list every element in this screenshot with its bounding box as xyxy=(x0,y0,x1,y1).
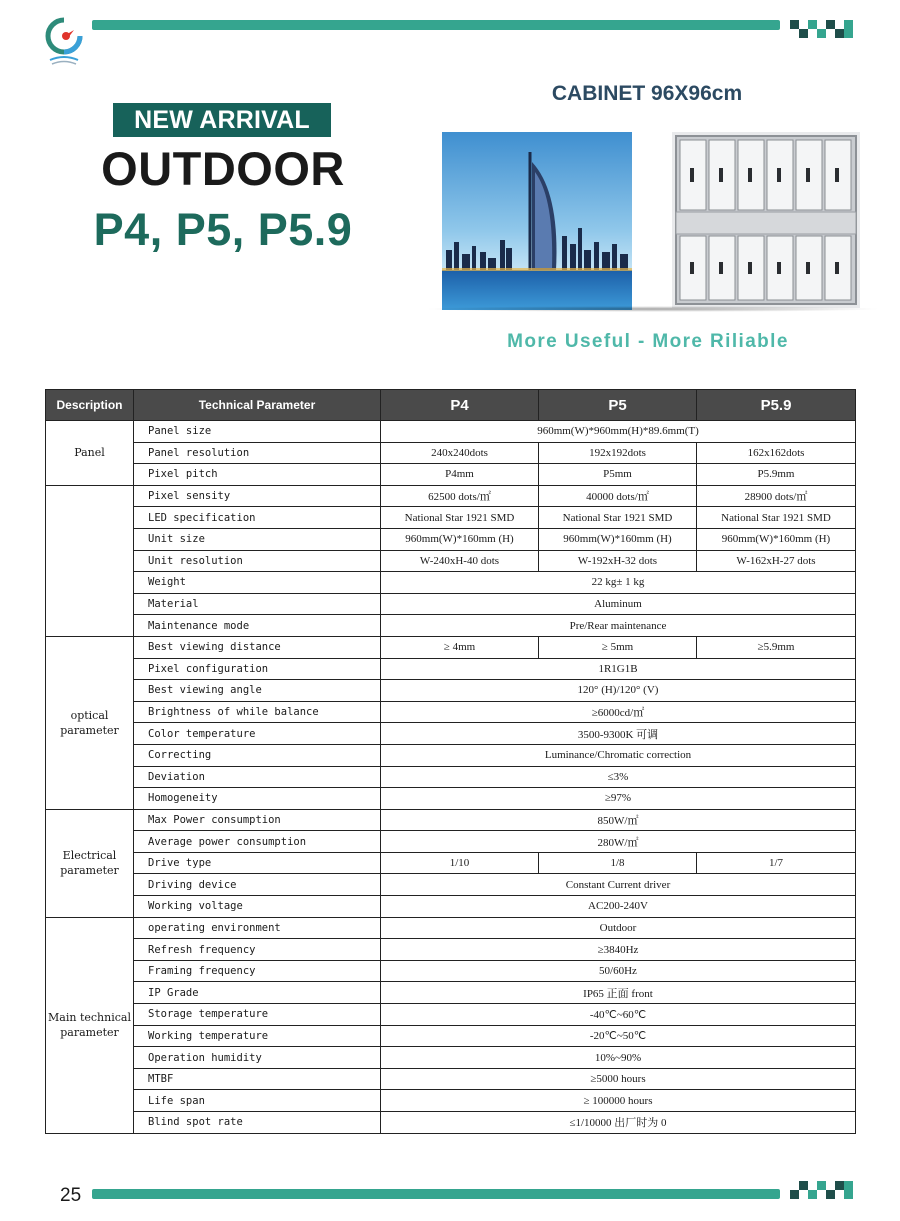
param-label: Brightness of while balance xyxy=(134,701,381,723)
new-arrival-badge: NEW ARRIVAL xyxy=(113,103,331,137)
param-value: Luminance/Chromatic correction xyxy=(381,744,856,766)
param-value: ≥ 100000 hours xyxy=(381,1090,856,1112)
model-list-title: P4, P5, P5.9 xyxy=(93,204,353,255)
param-label: Framing frequency xyxy=(134,960,381,982)
param-value-p4: ≥ 4mm xyxy=(381,636,539,658)
table-row xyxy=(46,852,856,874)
param-value-p5-9: National Star 1921 SMD xyxy=(697,507,856,529)
param-label: Weight xyxy=(134,572,381,594)
table-row xyxy=(46,788,856,810)
param-value-p4: 240x240dots xyxy=(381,442,539,464)
param-value-p5-9: W-162xH-27 dots xyxy=(697,550,856,572)
param-value: 3500-9300K 可调 xyxy=(381,723,856,745)
param-label: Correcting xyxy=(134,744,381,766)
param-value-p5: 40000 dots/㎡ xyxy=(539,485,697,507)
param-value-p5: 192x192dots xyxy=(539,442,697,464)
param-value: Constant Current driver xyxy=(381,874,856,896)
header-p5: P5 xyxy=(539,390,697,421)
table-row xyxy=(46,1004,856,1026)
param-label: Deviation xyxy=(134,766,381,788)
cabinet-size-label: CABINET 96X96cm xyxy=(551,82,743,105)
param-value: Pre/Rear maintenance xyxy=(381,615,856,637)
param-value: ≥5000 hours xyxy=(381,1068,856,1090)
param-value-p5: 1/8 xyxy=(539,852,697,874)
param-value: 960mm(W)*960mm(H)*89.6mm(T) xyxy=(381,421,856,443)
param-label: Homogeneity xyxy=(134,788,381,810)
param-label: Drive type xyxy=(134,852,381,874)
table-row xyxy=(46,507,856,529)
param-value: 850W/㎡ xyxy=(381,809,856,831)
param-label: Pixel pitch xyxy=(134,464,381,486)
param-label: Panel size xyxy=(134,421,381,443)
param-label: MTBF xyxy=(134,1068,381,1090)
param-value: Outdoor xyxy=(381,917,856,939)
param-value: AC200-240V xyxy=(381,896,856,918)
param-value-p5: W-192xH-32 dots xyxy=(539,550,697,572)
param-value: 280W/㎡ xyxy=(381,831,856,853)
param-value-p5: 960mm(W)*160mm (H) xyxy=(539,528,697,550)
table-row xyxy=(46,1112,856,1134)
param-label: Material xyxy=(134,593,381,615)
param-value-p4: P4mm xyxy=(381,464,539,486)
param-value-p5: ≥ 5mm xyxy=(539,636,697,658)
company-logo-icon xyxy=(44,16,84,68)
image-shadow xyxy=(424,306,882,312)
checker-decoration-bottom xyxy=(790,1181,854,1201)
param-value-p5-9: 162x162dots xyxy=(697,442,856,464)
slogan: More Useful - More Riliable xyxy=(507,331,789,352)
table-row xyxy=(46,1025,856,1047)
param-label: Storage temperature xyxy=(134,1004,381,1026)
param-value-p5-9: 960mm(W)*160mm (H) xyxy=(697,528,856,550)
table-row xyxy=(46,442,856,464)
footer-accent-bar xyxy=(92,1189,780,1199)
param-value-p4: National Star 1921 SMD xyxy=(381,507,539,529)
param-value-p5: P5mm xyxy=(539,464,697,486)
param-value-p4: 62500 dots/㎡ xyxy=(381,485,539,507)
param-value-p4: 1/10 xyxy=(381,852,539,874)
page-number: 25 xyxy=(60,1185,82,1206)
table-row xyxy=(46,464,856,486)
table-row xyxy=(46,982,856,1004)
param-value: 50/60Hz xyxy=(381,960,856,982)
param-value-p5-9: 1/7 xyxy=(697,852,856,874)
category-optical: optical parameter xyxy=(46,636,134,809)
param-label: Unit resolution xyxy=(134,550,381,572)
table-row xyxy=(46,593,856,615)
page-title: OUTDOOR xyxy=(101,142,345,195)
param-value: -40℃~60℃ xyxy=(381,1004,856,1026)
table-row xyxy=(46,766,856,788)
spec-table xyxy=(45,389,856,1134)
param-value: ≤3% xyxy=(381,766,856,788)
table-row xyxy=(46,658,856,680)
header-p4: P4 xyxy=(381,390,539,421)
param-label: LED specification xyxy=(134,507,381,529)
led-cabinet-image xyxy=(672,132,860,308)
table-row xyxy=(46,744,856,766)
param-value: ≥6000cd/㎡ xyxy=(381,701,856,723)
table-row xyxy=(46,572,856,594)
param-label: Best viewing distance xyxy=(134,636,381,658)
param-value: IP65 正面 front xyxy=(381,982,856,1004)
category-electrical: Electrical parameter xyxy=(46,809,134,917)
param-value: ≤1/10000 出厂时为 0 xyxy=(381,1112,856,1134)
param-value: ≥97% xyxy=(381,788,856,810)
header-accent-bar xyxy=(92,20,780,30)
table-row xyxy=(46,550,856,572)
table-row xyxy=(46,939,856,961)
param-label: Unit size xyxy=(134,528,381,550)
header-technical-parameter: Technical Parameter xyxy=(134,390,381,421)
table-row xyxy=(46,1090,856,1112)
param-value: ≥3840Hz xyxy=(381,939,856,961)
param-label: operating environment xyxy=(134,917,381,939)
param-label: Best viewing angle xyxy=(134,680,381,702)
param-label: Maintenance mode xyxy=(134,615,381,637)
table-row xyxy=(46,701,856,723)
param-value-p4: 960mm(W)*160mm (H) xyxy=(381,528,539,550)
param-value-p5-9: P5.9mm xyxy=(697,464,856,486)
table-row xyxy=(46,680,856,702)
param-value: 22 kg± 1 kg xyxy=(381,572,856,594)
param-label: Panel resolution xyxy=(134,442,381,464)
checker-decoration-top xyxy=(790,20,854,40)
param-value-p5-9: ≥5.9mm xyxy=(697,636,856,658)
table-row xyxy=(46,1047,856,1069)
param-value-p5-9: 28900 dots/㎡ xyxy=(697,485,856,507)
param-label: Pixel configuration xyxy=(134,658,381,680)
table-row xyxy=(46,485,856,507)
param-label: Driving device xyxy=(134,874,381,896)
param-label: Blind spot rate xyxy=(134,1112,381,1134)
param-label: Color temperature xyxy=(134,723,381,745)
param-label: IP Grade xyxy=(134,982,381,1004)
param-value-p4: W-240xH-40 dots xyxy=(381,550,539,572)
table-row xyxy=(46,615,856,637)
param-label: Max Power consumption xyxy=(134,809,381,831)
category-main-technical: Main technical parameter xyxy=(46,917,134,1133)
table-row xyxy=(46,636,856,658)
table-row xyxy=(46,723,856,745)
param-label: Pixel sensity xyxy=(134,485,381,507)
param-label: Average power consumption xyxy=(134,831,381,853)
table-row xyxy=(46,1068,856,1090)
param-label: Working voltage xyxy=(134,896,381,918)
table-row xyxy=(46,917,856,939)
city-skyline-image xyxy=(442,132,632,310)
table-header-row xyxy=(46,390,856,421)
table-row xyxy=(46,960,856,982)
table-row xyxy=(46,421,856,443)
param-label: Working temperature xyxy=(134,1025,381,1047)
table-row xyxy=(46,874,856,896)
param-value-p5: National Star 1921 SMD xyxy=(539,507,697,529)
param-value: 120° (H)/120° (V) xyxy=(381,680,856,702)
table-row xyxy=(46,528,856,550)
category-unlabeled xyxy=(46,485,134,636)
header-p5-9: P5.9 xyxy=(697,390,856,421)
param-value: -20℃~50℃ xyxy=(381,1025,856,1047)
table-row xyxy=(46,809,856,831)
param-label: Life span xyxy=(134,1090,381,1112)
header-description: Description xyxy=(46,390,134,421)
category-panel: Panel xyxy=(46,421,134,486)
table-row xyxy=(46,831,856,853)
param-label: Refresh frequency xyxy=(134,939,381,961)
param-value: 10%~90% xyxy=(381,1047,856,1069)
table-row xyxy=(46,896,856,918)
param-label: Operation humidity xyxy=(134,1047,381,1069)
param-value: 1R1G1B xyxy=(381,658,856,680)
param-value: Aluminum xyxy=(381,593,856,615)
